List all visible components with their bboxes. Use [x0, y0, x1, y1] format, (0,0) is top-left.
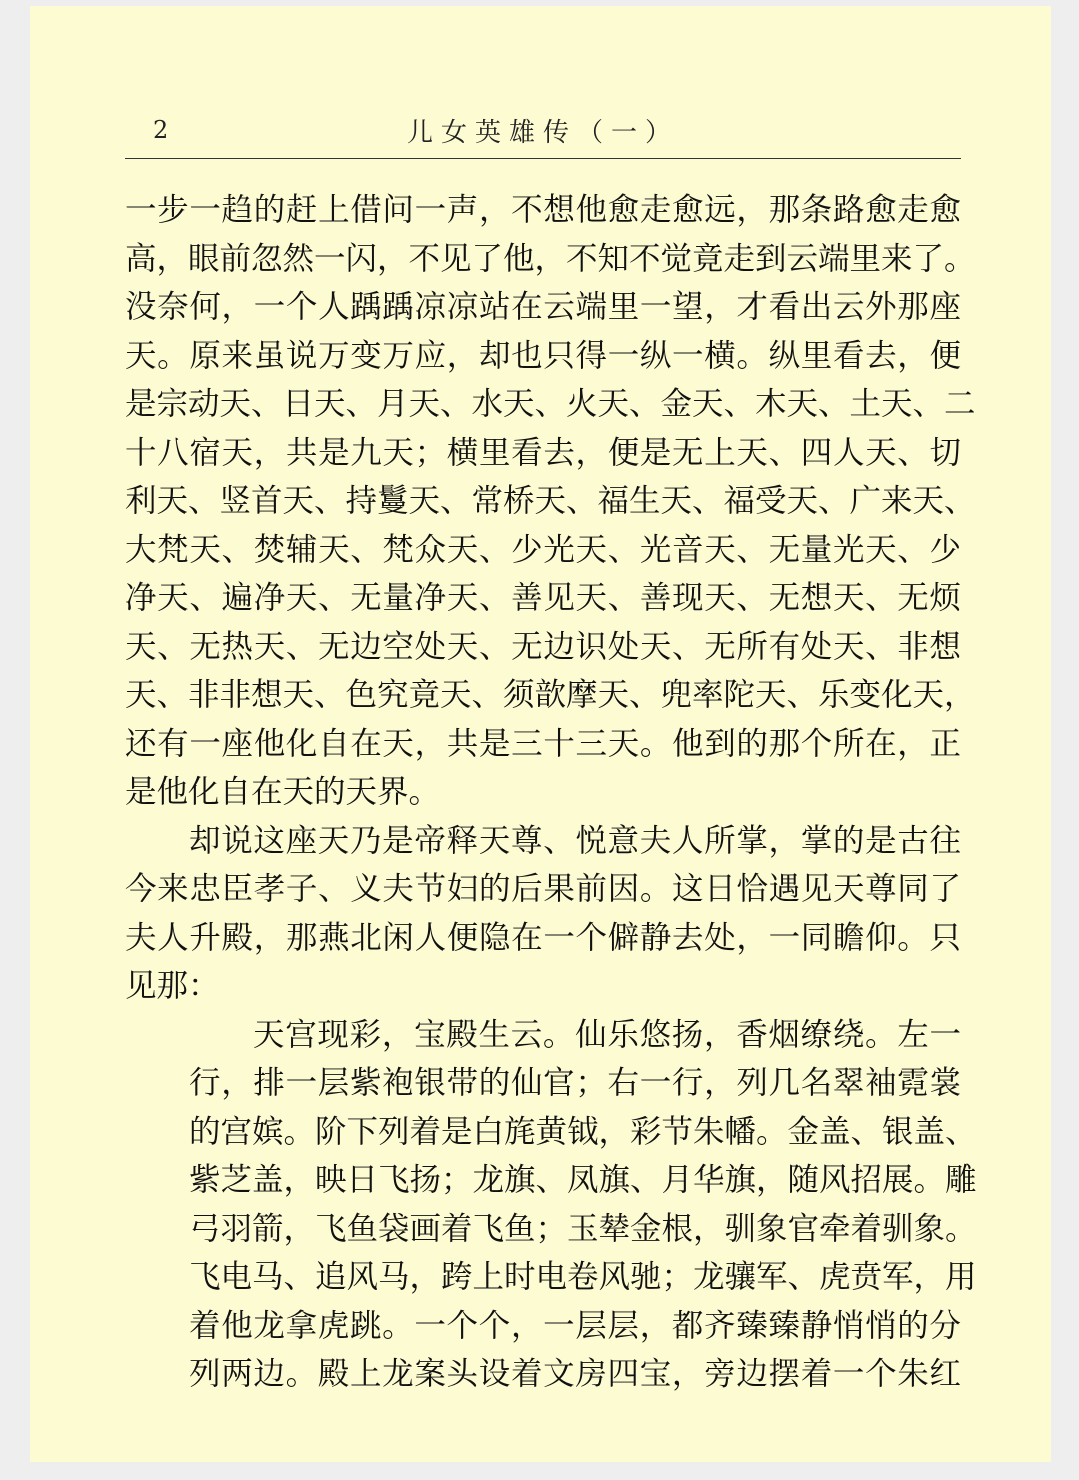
verse-block — [189, 1011, 977, 1399]
book-page — [30, 6, 1051, 1462]
text-line: 是他化自在天的天界。 — [125, 774, 441, 810]
paragraph-2 — [125, 817, 961, 1011]
text-line: 利天、竖首天、持鬘天、常桥天、福生天、福受天、广来天、 — [125, 483, 976, 519]
text-line: 天、无热天、无边空处天、无边识处天、无所有处天、非想 — [125, 628, 961, 665]
text-line: 的宫嫔。阶下列着是白旄黄钺，彩节朱幡。金盖、银盖、 — [189, 1113, 977, 1150]
text-line: 夫人升殿，那燕北闲人便隐在一个僻静去处，一同瞻仰。只 — [125, 919, 961, 956]
text-line: 高，眼前忽然一闪，不见了他，不知不觉竟走到云端里来了。 — [125, 240, 976, 277]
text-line: 没奈何，一个人踽踽凉凉站在云端里一望，才看出云外那座 — [125, 289, 961, 325]
text-line: 还有一座他化自在天，共是三十三天。他到的那个所在，正 — [125, 725, 961, 762]
text-line: 是宗动天、日天、月天、水天、火天、金天、木天、土天、二 — [125, 386, 976, 422]
text-line: 天。原来虽说万变万应，却也只得一纵一横。纵里看去，便 — [125, 337, 961, 374]
text-line: 天宫现彩，宝殿生云。仙乐悠扬，香烟缭绕。左一 — [253, 1016, 961, 1053]
text-line: 飞电马、追风马，跨上时电卷风驰；龙骧军、虎贲军，用 — [189, 1259, 977, 1295]
text-line: 却说这座天乃是帝释天尊、悦意夫人所掌，掌的是古往 — [189, 822, 961, 859]
text-line: 净天、遍净天、无量净天、善见天、善现天、无想天、无烦 — [125, 580, 961, 616]
text-line: 一步一趋的赶上借问一声，不想他愈走愈远，那条路愈走愈 — [125, 192, 961, 228]
page-header — [125, 110, 961, 159]
running-title: 儿女英雄传（一） — [406, 118, 679, 148]
text-line: 大梵天、焚辅天、梵众天、少光天、光音天、无量光天、少 — [125, 531, 961, 568]
text-line: 天、非非想天、色究竟天、须歆摩天、兜率陀天、乐变化天， — [125, 677, 976, 713]
page-body — [125, 186, 977, 1399]
text-line: 弓羽箭，飞鱼袋画着飞鱼；玉辇金根，驯象官牵着驯象。 — [189, 1210, 977, 1247]
text-line: 列两边。殿上龙案头设着文房四宝，旁边摆着一个朱红 — [189, 1356, 961, 1392]
text-line: 着他龙拿虎跳。一个个，一层层，都齐臻臻静悄悄的分 — [189, 1307, 961, 1344]
text-line: 十八宿天，共是九天；横里看去，便是无上天、四人天、切 — [125, 434, 961, 471]
text-line: 见那： — [125, 968, 220, 1004]
page-number: 2 — [153, 116, 169, 144]
text-line: 今来忠臣孝子、义夫节妇的后果前因。这日恰遇见天尊同了 — [125, 871, 961, 907]
paragraph-1 — [125, 186, 976, 817]
text-line: 行，排一层紫袍银带的仙官；右一行，列几名翠袖霓裳 — [189, 1065, 961, 1101]
text-line: 紫芝盖，映日飞扬；龙旗、凤旗、月华旗，随风招展。雕 — [189, 1162, 977, 1198]
